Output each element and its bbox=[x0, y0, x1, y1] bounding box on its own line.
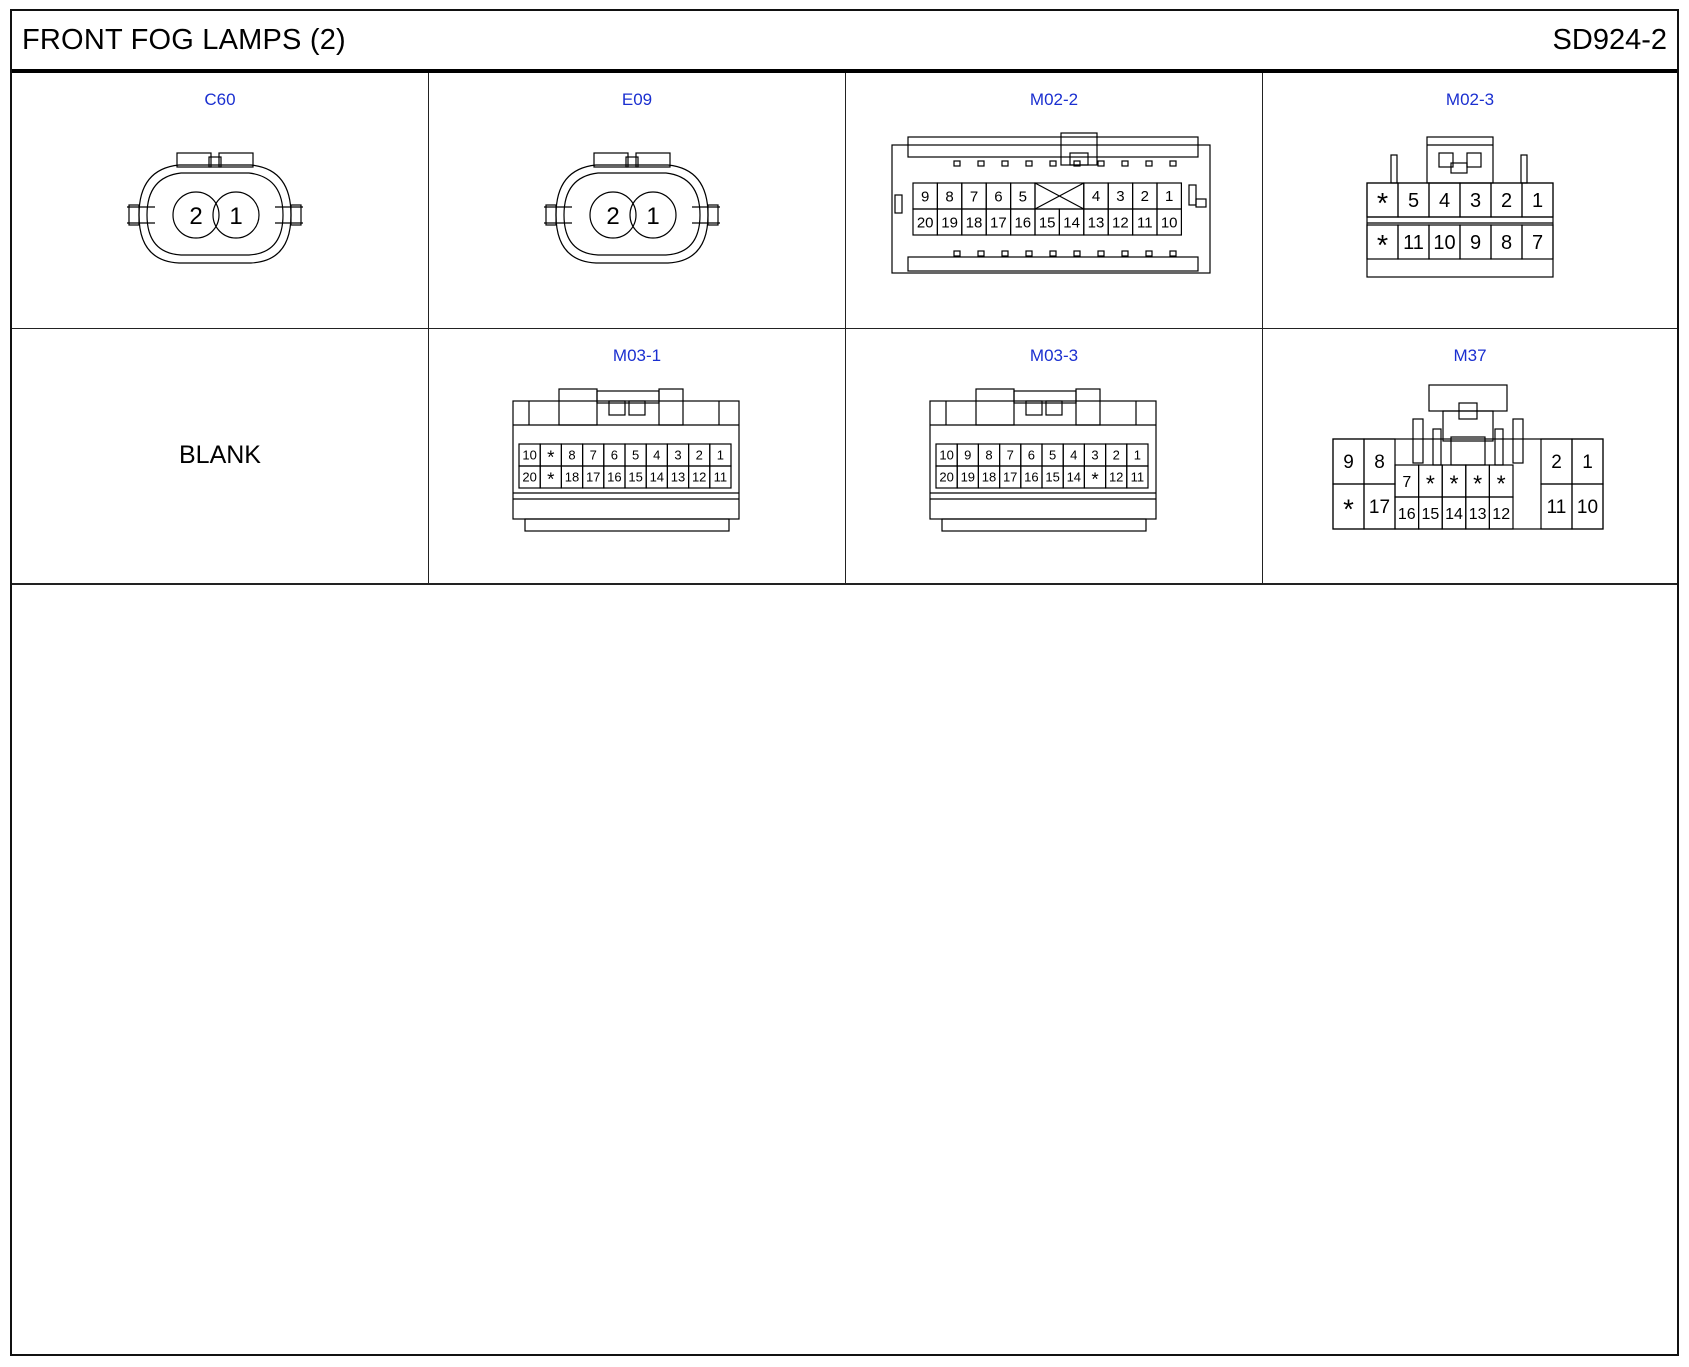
connector-tab bbox=[1074, 251, 1080, 256]
pin-number: 8 bbox=[568, 447, 576, 463]
pin-number: 4 bbox=[1091, 188, 1101, 205]
pin-number: 13 bbox=[1468, 506, 1487, 523]
pin-number: 5 bbox=[1048, 447, 1057, 463]
pin-number: 8 bbox=[985, 447, 993, 463]
pin-number: 10 bbox=[522, 447, 537, 463]
page-title: FRONT FOG LAMPS (2) bbox=[22, 24, 346, 56]
pin-number: 1 bbox=[646, 203, 660, 230]
connector-label: M03-3 bbox=[1029, 346, 1079, 365]
pin-number: 14 bbox=[1445, 506, 1463, 523]
pin-number: 8 bbox=[945, 188, 954, 206]
pin-number: 2 bbox=[1112, 447, 1120, 463]
pin-number: 20 bbox=[522, 469, 537, 485]
pin-number: 1 bbox=[1582, 452, 1593, 473]
pin-number: 7 bbox=[1006, 447, 1014, 463]
pin-number: 16 bbox=[1014, 214, 1032, 232]
connector-tab bbox=[1146, 161, 1152, 166]
pin-number: 2 bbox=[606, 203, 620, 230]
connector-latch bbox=[559, 389, 597, 425]
connector-outline bbox=[564, 173, 700, 255]
pin-number: 9 bbox=[921, 188, 930, 206]
pin-number: 10 bbox=[1433, 232, 1456, 255]
connector-post bbox=[1513, 419, 1523, 463]
pin-number: 16 bbox=[607, 469, 622, 485]
pin-number: 7 bbox=[1531, 232, 1544, 255]
pin-number: 3 bbox=[674, 447, 682, 463]
pin-number: 5 bbox=[631, 447, 640, 463]
pin-number: 14 bbox=[1066, 469, 1082, 485]
connector-tab bbox=[1098, 161, 1104, 166]
connector-label: M02-3 bbox=[1445, 90, 1495, 109]
connector-cell-m37 bbox=[1263, 329, 1677, 585]
connector-ear bbox=[291, 205, 301, 225]
connector-ear bbox=[546, 205, 556, 225]
connector-ear bbox=[895, 195, 902, 213]
connector-ear bbox=[708, 205, 718, 225]
connector-latch bbox=[1061, 133, 1097, 165]
pin-number: 5 bbox=[1018, 188, 1027, 206]
connector-latch bbox=[1070, 153, 1088, 165]
pin-blank-mark: * bbox=[1091, 468, 1099, 490]
pin-blank-mark: * bbox=[1376, 187, 1389, 220]
connector-tab bbox=[978, 161, 984, 166]
pin-number: 11 bbox=[1137, 214, 1153, 232]
connector-cell-blank bbox=[12, 329, 429, 585]
connector-base bbox=[942, 519, 1146, 531]
connector-m02-3-drawing bbox=[1263, 73, 1679, 328]
connector-c60-drawing bbox=[12, 73, 428, 328]
pin-number: 20 bbox=[916, 214, 934, 232]
connector-label: M02-2 bbox=[1029, 90, 1079, 109]
connector-post bbox=[1391, 155, 1397, 183]
pin-number: 3 bbox=[1116, 188, 1125, 205]
connector-latch bbox=[1076, 389, 1100, 425]
pin-number: 1 bbox=[1165, 188, 1174, 205]
pin-number: 16 bbox=[1024, 469, 1039, 485]
pin-number: 1 bbox=[1531, 190, 1544, 213]
pin-number: 19 bbox=[960, 469, 976, 485]
connector-cell-m02-3 bbox=[1263, 73, 1677, 329]
pin-number: 3 bbox=[1469, 190, 1482, 213]
pin-number: 2 bbox=[1140, 188, 1149, 205]
connector-tab bbox=[1050, 251, 1056, 256]
pin-number: 9 bbox=[1469, 232, 1482, 255]
connector-tab bbox=[1098, 251, 1104, 256]
connector-ear bbox=[129, 205, 139, 225]
connector-label: C60 bbox=[204, 90, 236, 109]
pin-number: 9 bbox=[964, 447, 972, 463]
pin-number: 13 bbox=[670, 469, 686, 485]
pin-number: 14 bbox=[1063, 214, 1080, 232]
pin-number: 15 bbox=[1038, 214, 1056, 232]
pin-number: 15 bbox=[628, 469, 643, 485]
sheet-header bbox=[12, 11, 1677, 73]
connector-grid bbox=[12, 73, 1677, 585]
pin-number: 1 bbox=[1133, 447, 1142, 463]
pin-number: 8 bbox=[1500, 232, 1513, 255]
pin-number: 12 bbox=[1108, 469, 1124, 485]
connector-tab bbox=[1026, 161, 1032, 166]
pin-number: 11 bbox=[713, 469, 728, 485]
pin-number: 6 bbox=[1027, 447, 1036, 463]
connector-m37-drawing bbox=[1263, 329, 1679, 584]
connector-label: M03-1 bbox=[612, 346, 662, 365]
pin-number: 10 bbox=[1160, 214, 1178, 232]
connector-tab bbox=[1122, 251, 1128, 256]
pin-number: 11 bbox=[1403, 232, 1424, 255]
connector-base bbox=[525, 519, 729, 531]
connector-latch bbox=[659, 389, 683, 425]
connector-post bbox=[1521, 155, 1527, 183]
connector-tab bbox=[954, 251, 960, 256]
pin-number: 20 bbox=[939, 469, 954, 485]
blank-label: BLANK bbox=[179, 441, 261, 469]
pin-number: 10 bbox=[1576, 497, 1599, 518]
pin-number: 10 bbox=[939, 447, 954, 463]
connector-cell-c60 bbox=[12, 73, 429, 329]
pin-number: 17 bbox=[585, 469, 601, 485]
pin-number: 2 bbox=[189, 203, 203, 230]
connector-post bbox=[1495, 429, 1503, 465]
pin-blank-mark: * bbox=[1496, 470, 1506, 497]
pin-number: 12 bbox=[691, 469, 707, 485]
connector-cell-m03-3 bbox=[846, 329, 1263, 585]
pin-blank-mark: * bbox=[1473, 470, 1483, 497]
pin-number: 11 bbox=[1130, 469, 1145, 485]
connector-latch bbox=[1429, 385, 1507, 411]
connector-ear bbox=[1196, 199, 1206, 207]
connector-tab bbox=[954, 161, 960, 166]
pin-blank-mark: * bbox=[1425, 470, 1435, 497]
pin-number: 18 bbox=[981, 469, 997, 485]
wiring-diagram-sheet bbox=[10, 9, 1679, 1356]
connector-latch bbox=[1427, 137, 1493, 183]
pin-number: 17 bbox=[990, 214, 1007, 232]
connector-tab bbox=[978, 251, 984, 256]
connector-tab bbox=[1170, 251, 1176, 256]
connector-tab bbox=[1002, 161, 1008, 166]
connector-ear bbox=[1189, 185, 1196, 205]
pin-number: 4 bbox=[1070, 447, 1078, 463]
pin-number: 7 bbox=[1402, 474, 1412, 491]
pin-number: 18 bbox=[564, 469, 580, 485]
connector-m02-2-drawing bbox=[846, 73, 1262, 328]
pin-number: 11 bbox=[1546, 497, 1567, 518]
connector-tab bbox=[1026, 251, 1032, 256]
connector-tab bbox=[1146, 251, 1152, 256]
pin-number: 17 bbox=[1002, 469, 1018, 485]
page-code: SD924-2 bbox=[1552, 24, 1667, 56]
connector-m03-3-drawing bbox=[846, 329, 1262, 584]
pin-blank-mark: * bbox=[547, 446, 555, 468]
connector-latch bbox=[1467, 153, 1481, 167]
pin-number: 2 bbox=[1500, 190, 1513, 213]
pin-number: 15 bbox=[1421, 506, 1440, 523]
connector-post bbox=[1413, 419, 1423, 463]
pin-number: 14 bbox=[649, 469, 665, 485]
pin-number: 17 bbox=[1368, 497, 1391, 518]
pin-number: 4 bbox=[1438, 190, 1451, 213]
pin-number: 6 bbox=[610, 447, 619, 463]
connector-cell-e09 bbox=[429, 73, 846, 329]
pin-number: 7 bbox=[589, 447, 597, 463]
connector-tab bbox=[1002, 251, 1008, 256]
connector-post bbox=[1433, 429, 1441, 465]
connector-tab bbox=[1170, 161, 1176, 166]
pin-number: 3 bbox=[1091, 447, 1099, 463]
connector-cell-m03-1 bbox=[429, 329, 846, 585]
pin-number: 12 bbox=[1112, 214, 1129, 232]
connector-label: M37 bbox=[1453, 346, 1487, 365]
pin-number: 8 bbox=[1374, 452, 1385, 473]
pin-number: 16 bbox=[1397, 506, 1416, 523]
pin-number: 7 bbox=[969, 188, 979, 206]
pin-number: 19 bbox=[941, 214, 958, 232]
pin-number: 2 bbox=[1551, 452, 1562, 473]
pin-number: 5 bbox=[1407, 190, 1420, 213]
pin-number: 4 bbox=[653, 447, 661, 463]
connector-tab bbox=[1050, 161, 1056, 166]
pin-number: 1 bbox=[229, 203, 243, 230]
connector-cell-m02-2 bbox=[846, 73, 1263, 329]
pin-blank-mark: * bbox=[1376, 229, 1389, 262]
connector-rail bbox=[908, 137, 1198, 157]
pin-number: 18 bbox=[965, 214, 983, 232]
pin-blank-mark: * bbox=[1449, 470, 1459, 497]
connector-tab bbox=[1122, 161, 1128, 166]
pin-number: 13 bbox=[1087, 214, 1105, 232]
connector-e09-drawing bbox=[429, 73, 845, 328]
connector-m03-1-drawing bbox=[429, 329, 845, 584]
pin-blank-mark: * bbox=[547, 468, 555, 490]
connector-latch bbox=[976, 389, 1014, 425]
pin-number: 1 bbox=[716, 447, 725, 463]
connector-rail bbox=[908, 257, 1198, 271]
connector-outline bbox=[147, 173, 283, 255]
pin-number: 9 bbox=[1343, 452, 1354, 473]
pin-blank-mark: * bbox=[1343, 493, 1354, 525]
connector-label: E09 bbox=[621, 90, 653, 109]
pin-number: 12 bbox=[1492, 506, 1511, 523]
pin-number: 2 bbox=[695, 447, 703, 463]
pin-number: 6 bbox=[994, 188, 1003, 206]
pin-number: 15 bbox=[1045, 469, 1060, 485]
